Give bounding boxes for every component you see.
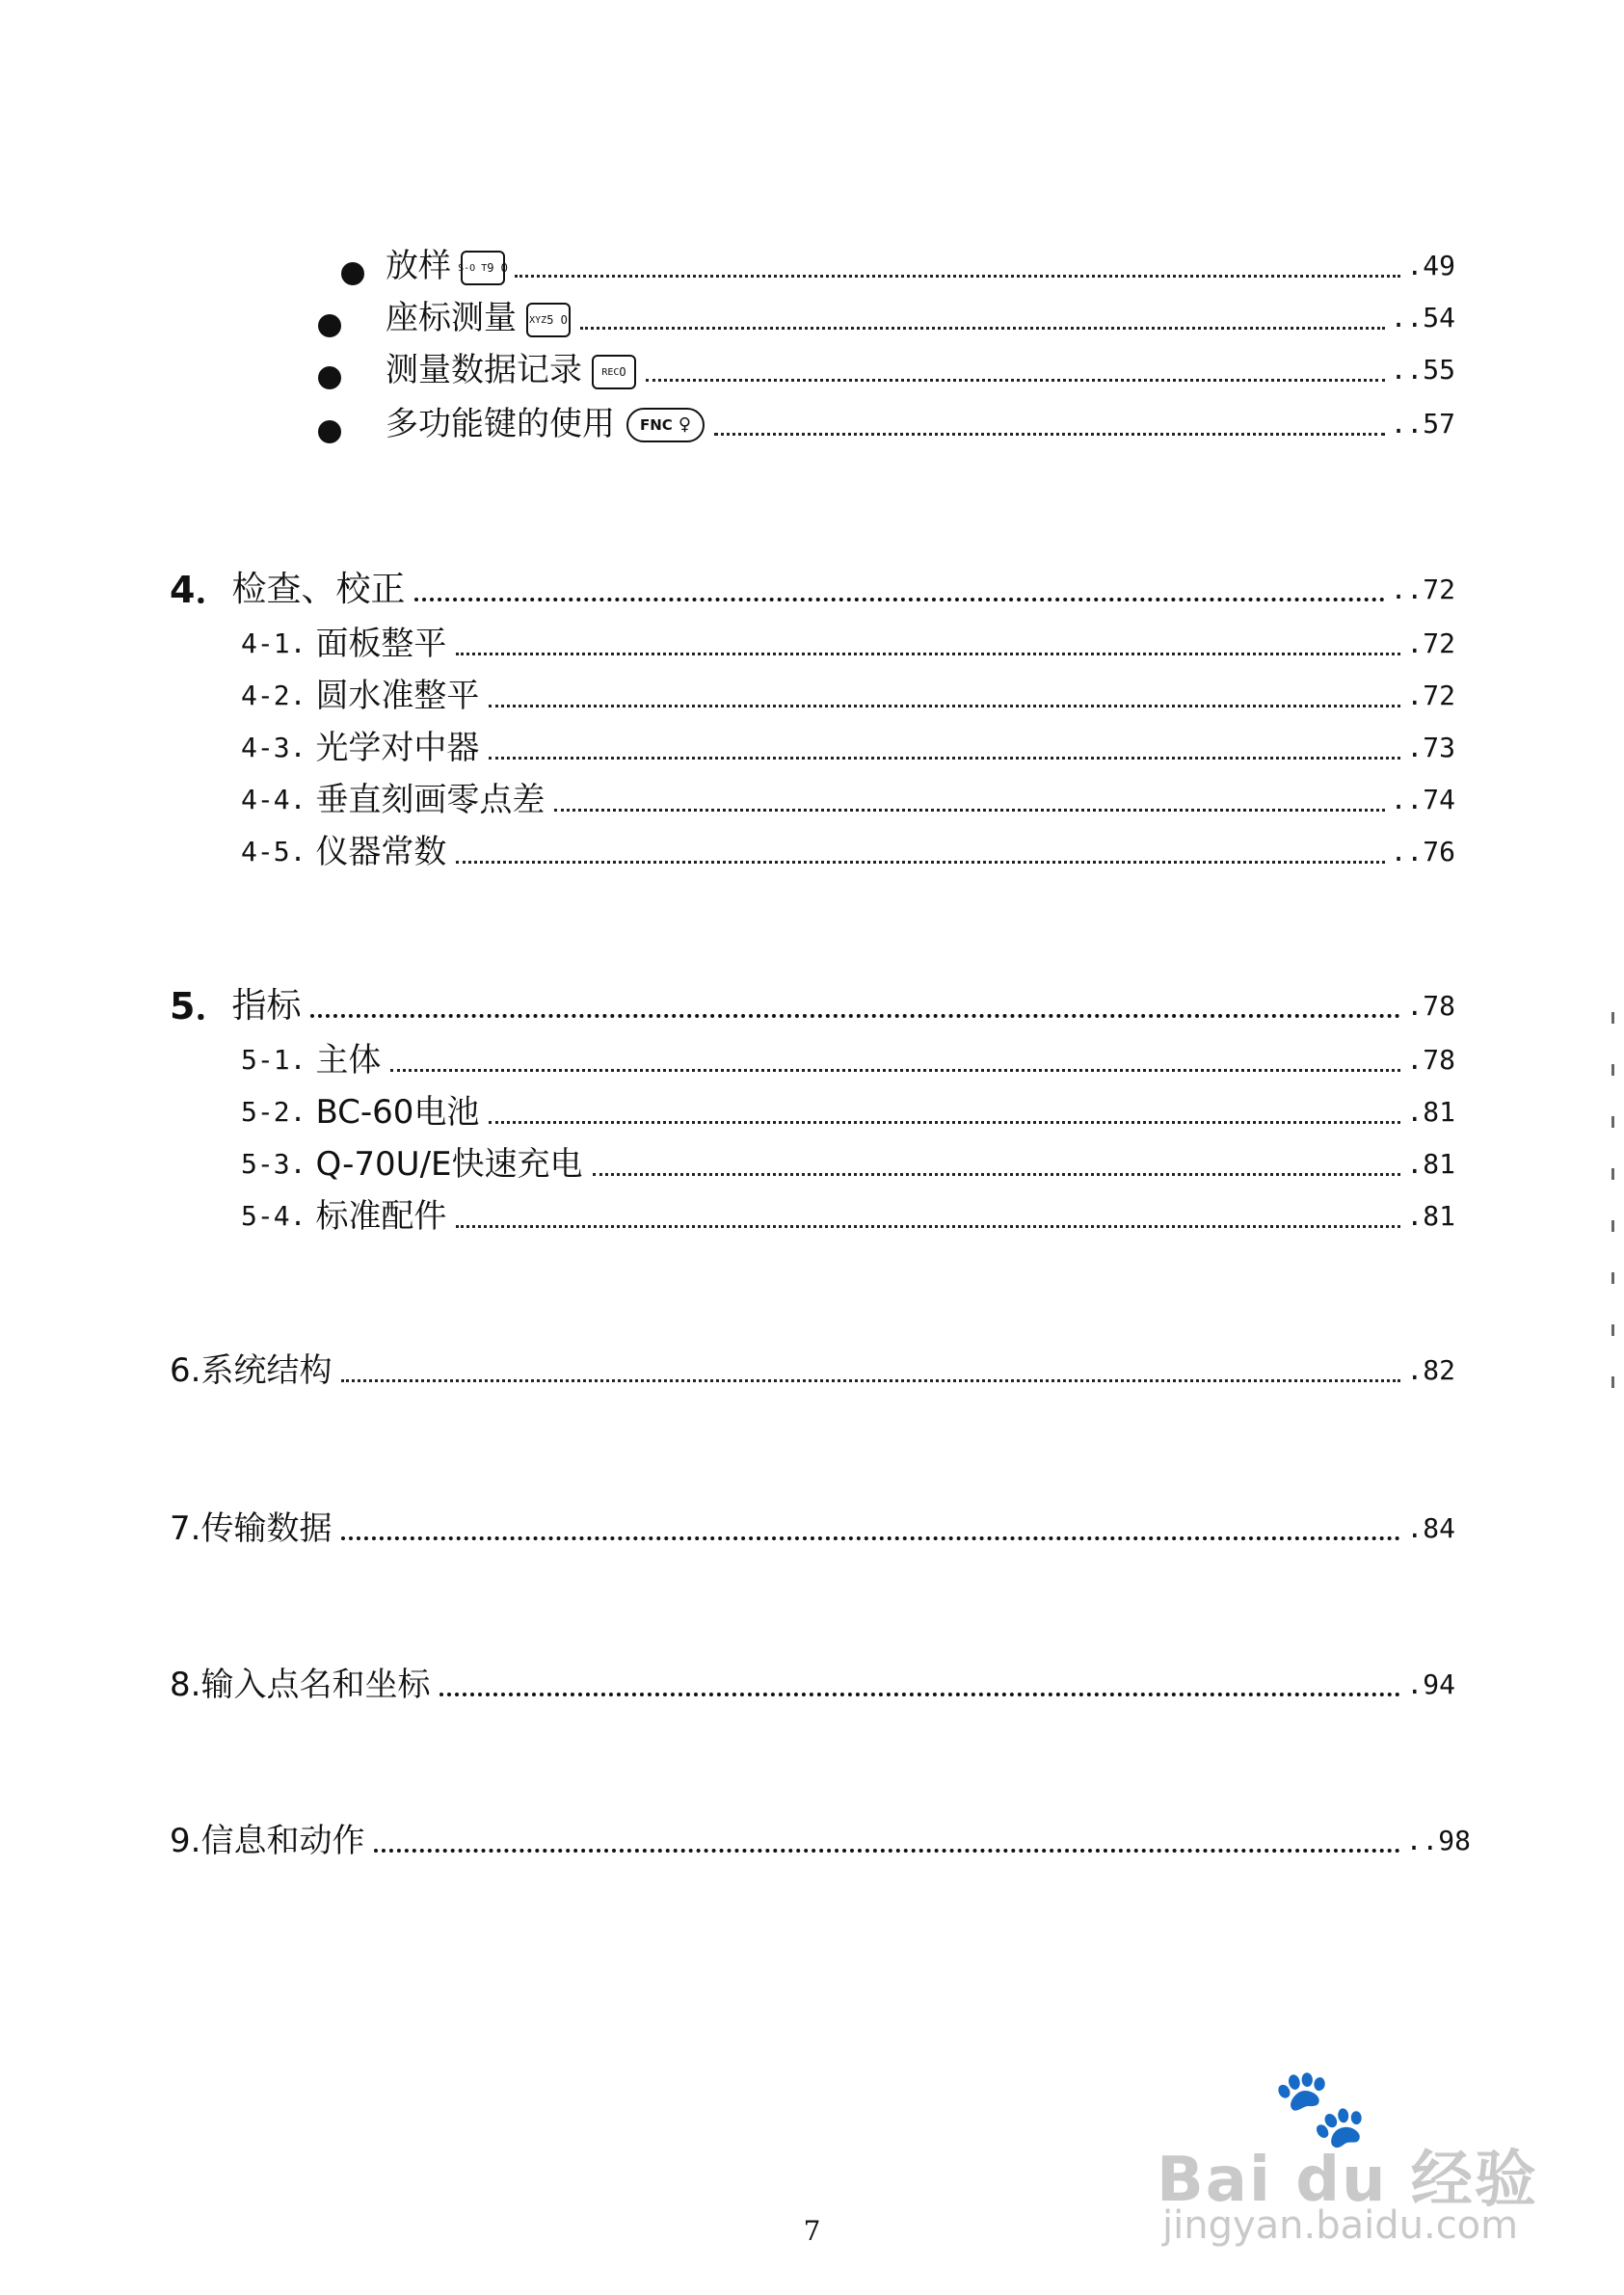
section-title: 7.传输数据 [170, 1509, 333, 1548]
entry-title: 标准配件 [315, 1197, 447, 1236]
section-page: .94 [1406, 1668, 1455, 1700]
coordinate-key-icon: XYZ 5 O [526, 303, 571, 337]
entry-title: BC-60电池 [315, 1093, 480, 1132]
section-title: 9.信息和动作 [170, 1822, 365, 1860]
entry-title: 光学对中器 [315, 729, 480, 767]
dot-leader [646, 379, 1385, 382]
entry-number: 4-3. [241, 732, 306, 763]
section-page: .84 [1406, 1512, 1455, 1544]
entry-number: 5-1. [241, 1044, 306, 1076]
entry-title: Q-70U/E快速充电 [315, 1145, 583, 1184]
scan-edge-marks [1611, 1012, 1617, 1428]
bullet [318, 314, 341, 337]
entry-number: 5-4. [241, 1200, 306, 1232]
dot-leader [580, 327, 1385, 330]
baidu-watermark [1157, 2063, 1561, 2255]
toc-section-6[interactable] [170, 1349, 1455, 1392]
dot-leader [390, 1069, 1400, 1072]
toc-section-7[interactable] [170, 1508, 1455, 1550]
dot-leader [593, 1173, 1401, 1176]
entry-title: 测量数据记录 [386, 351, 582, 389]
toc-section-5[interactable] [170, 985, 1455, 1027]
toc-section-8[interactable] [170, 1664, 1455, 1706]
entry-number: 4-5. [241, 836, 306, 867]
section-page: .82 [1406, 1354, 1455, 1386]
entry-page: .81 [1406, 1148, 1455, 1180]
watermark-url: jingyan.baidu.com [1162, 2203, 1519, 2248]
toc-entry-5-4[interactable] [241, 1195, 1455, 1238]
entry-page: ..57 [1390, 408, 1455, 440]
paw-logo-icon: 🐾 [1272, 2063, 1369, 2152]
toc-entry-bullet-0[interactable] [386, 245, 1455, 287]
dot-leader [554, 809, 1384, 812]
toc-entry-4-4[interactable] [241, 779, 1455, 821]
dot-leader [489, 705, 1400, 707]
dot-leader [414, 598, 1384, 601]
toc-entry-5-3[interactable] [241, 1143, 1455, 1186]
section-title: 6.系统结构 [170, 1351, 333, 1390]
dot-leader [310, 1014, 1400, 1018]
toc-entry-5-2[interactable] [241, 1091, 1455, 1134]
entry-number: 5-3. [241, 1148, 306, 1180]
entry-page: .49 [1406, 250, 1455, 281]
entry-title: 座标测量 [386, 299, 517, 337]
entry-page: .72 [1406, 680, 1455, 711]
record-key-icon: REC O [592, 355, 636, 389]
entry-title: 主体 [315, 1041, 382, 1080]
entry-page: ..76 [1390, 836, 1455, 867]
section-page: ..98 [1405, 1825, 1471, 1856]
toc-entry-4-1[interactable] [241, 623, 1455, 665]
entry-title: 圆水准整平 [315, 677, 480, 715]
toc-section-4[interactable] [170, 569, 1455, 611]
entry-page: .81 [1406, 1096, 1455, 1128]
stakeout-key-icon: S-O T 9 O [461, 251, 505, 285]
dot-leader [714, 433, 1385, 436]
entry-page: .72 [1406, 627, 1455, 659]
entry-page: ..54 [1390, 302, 1455, 334]
toc-entry-5-1[interactable] [241, 1039, 1455, 1081]
entry-page: .73 [1406, 732, 1455, 763]
section-number: 4． [170, 569, 232, 611]
toc-entry-4-3[interactable] [241, 727, 1455, 769]
section-title: 指标 [231, 986, 302, 1026]
entry-page: .78 [1406, 1044, 1455, 1076]
section-page: .78 [1406, 990, 1455, 1022]
section-number: 5． [170, 985, 232, 1027]
entry-page: ..74 [1390, 784, 1455, 815]
toc-section-9[interactable] [170, 1820, 1471, 1862]
entry-number: 4-2. [241, 680, 306, 711]
dot-leader [515, 275, 1400, 278]
dot-leader [489, 1121, 1400, 1124]
dot-leader [456, 861, 1384, 864]
toc-entry-4-5[interactable] [241, 831, 1455, 873]
dot-leader [456, 653, 1400, 655]
entry-page: .81 [1406, 1200, 1455, 1232]
page-number: 7 [803, 2215, 821, 2247]
section-title: 8.输入点名和坐标 [170, 1666, 431, 1704]
watermark-brand: Bai du 经验 [1157, 2145, 1538, 2216]
dot-leader [456, 1225, 1400, 1228]
entry-number: 5-2. [241, 1096, 306, 1128]
dot-leader [341, 1536, 1400, 1540]
dot-leader [341, 1379, 1400, 1382]
toc-entry-bullet-2[interactable] [386, 349, 1455, 391]
entry-number: 4-4. [241, 784, 306, 815]
bullet [318, 420, 341, 443]
entry-number: 4-1. [241, 627, 306, 659]
entry-title: 面板整平 [315, 625, 447, 663]
entry-title: 放样 [386, 247, 451, 285]
section-page: ..72 [1390, 574, 1455, 605]
section-title: 检查、校正 [231, 570, 406, 609]
fnc-key-icon: FNC ♀ [626, 408, 705, 442]
dot-leader [439, 1693, 1400, 1696]
entry-title: 仪器常数 [315, 833, 447, 871]
entry-page: ..55 [1390, 354, 1455, 386]
bullet [318, 366, 341, 389]
toc-entry-4-2[interactable] [241, 675, 1455, 717]
toc-entry-bullet-1[interactable] [386, 297, 1455, 339]
bullet [341, 262, 364, 285]
entry-title: 多功能键的使用 [386, 405, 615, 443]
toc-entry-bullet-3[interactable] [386, 403, 1455, 445]
dot-leader [374, 1849, 1399, 1853]
entry-title: 垂直刻画零点差 [315, 781, 546, 819]
dot-leader [489, 757, 1400, 760]
